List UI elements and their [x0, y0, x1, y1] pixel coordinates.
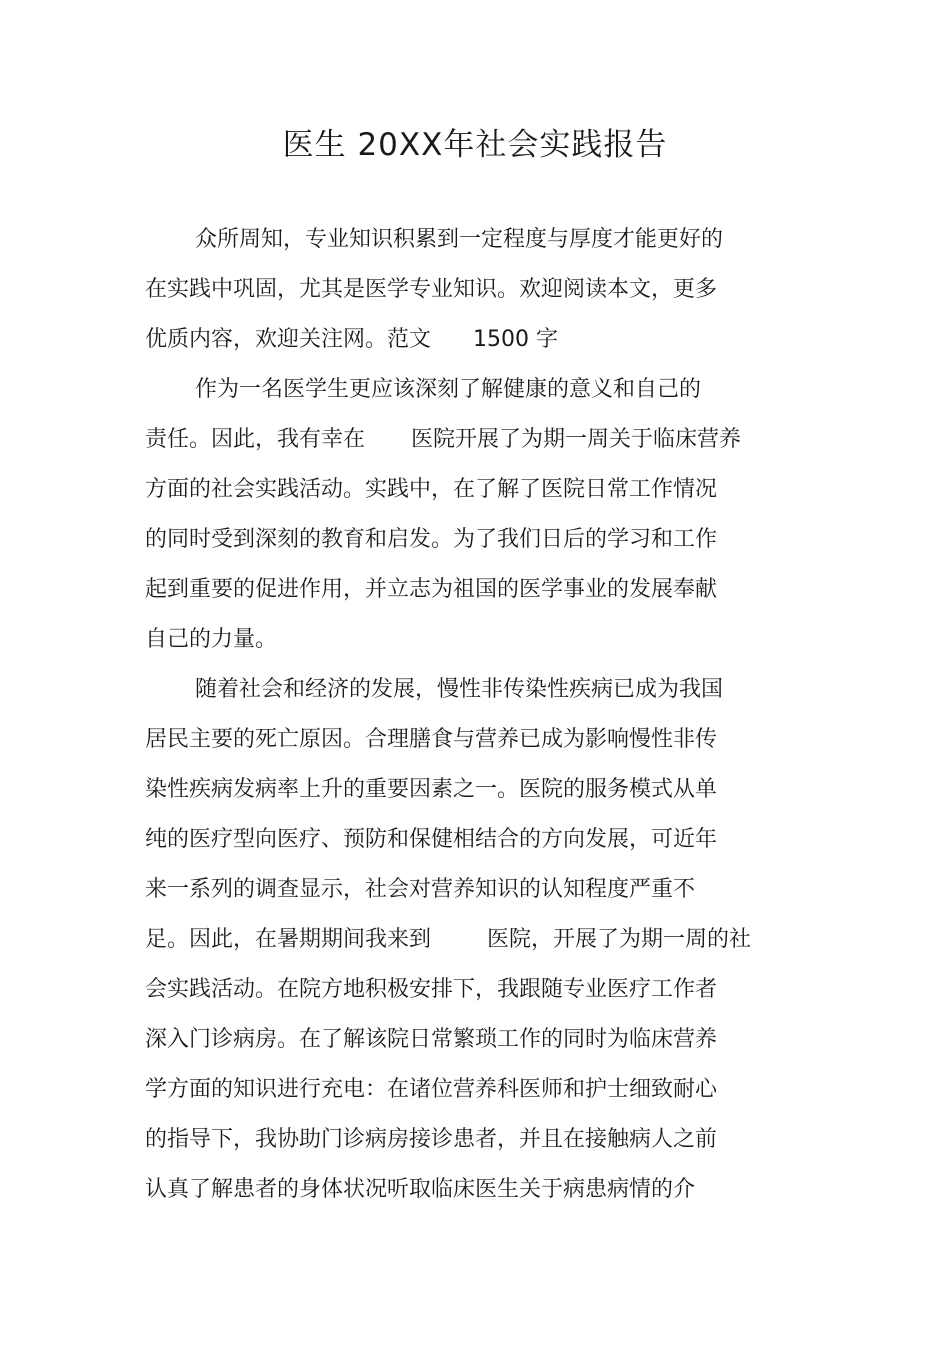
line-text: 来一系列的调查显示，社会对营养知识的认知程度严重不 [145, 877, 696, 902]
paragraph-line [195, 673, 723, 707]
paragraph-line [145, 923, 751, 957]
line-text: 的指导下，我协助门诊病房接诊患者，并且在接触病人之前 [145, 1127, 718, 1152]
line-text: 居民主要的死亡原因。合理膳食与营养已成为影响慢性非传 [145, 727, 718, 752]
line-text: 随着社会和经济的发展，慢性非传染性疾病已成为我国 [195, 677, 724, 702]
word-count: 1500 字 [473, 327, 558, 352]
line-text: 的同时受到深刻的教育和启发。为了我们日后的学习和工作 [145, 527, 718, 552]
paragraph-line [145, 1173, 695, 1207]
paragraph-line [145, 473, 717, 507]
line-text: 认真了解患者的身体状况听取临床医生关于病患病情的介 [145, 1177, 696, 1202]
paragraph-line [145, 873, 695, 907]
paragraph-line [145, 523, 717, 557]
line-text: 方面的社会实践活动。实践中，在了解了医院日常工作情况 [145, 477, 718, 502]
paragraph-line [145, 423, 741, 457]
paragraph-line [145, 823, 717, 857]
paragraph-line [145, 973, 717, 1007]
paragraph-line [145, 623, 277, 657]
paragraph-line [195, 223, 723, 257]
paragraph-line [145, 273, 717, 307]
paragraph-line [145, 1023, 717, 1057]
paragraph-line [145, 323, 558, 357]
line-text: 足。因此，在暑期期间我来到 [145, 927, 432, 952]
line-text: 染性疾病发病率上升的重要因素之一。医院的服务模式从单 [145, 777, 718, 802]
paragraph-line [145, 573, 717, 607]
line-text: 众所周知，专业知识积累到一定程度与厚度才能更好的 [195, 227, 724, 252]
paragraph-line [195, 373, 701, 407]
line-text: 学方面的知识进行充电：在诸位营养科医师和护士细致耐心 [145, 1077, 718, 1102]
line-text: 作为一名医学生更应该深刻了解健康的意义和自己的 [195, 377, 702, 402]
line-text: 自己的力量。 [145, 627, 278, 652]
line-text: 会实践活动。在院方地积极安排下，我跟随专业医疗工作者 [145, 977, 718, 1002]
line-text: 医院，开展了为期一周的社 [487, 927, 752, 952]
paragraph-line [145, 1123, 717, 1157]
line-text: 深入门诊病房。在了解该院日常繁琐工作的同时为临床营养 [145, 1027, 718, 1052]
line-text: 优质内容，欢迎关注网。范文 [145, 327, 432, 352]
line-text: 责任。因此，我有幸在 [145, 427, 366, 452]
line-text: 起到重要的促进作用，并立志为祖国的医学事业的发展奉献 [145, 577, 718, 602]
paragraph-line [145, 723, 717, 757]
paragraph-line [145, 773, 717, 807]
line-text: 在实践中巩固，尤其是医学专业知识。欢迎阅读本文，更多 [145, 277, 718, 302]
document-title: 医生 20XX年社会实践报告 [282, 127, 668, 163]
line-text: 纯的医疗型向医疗、预防和保健相结合的方向发展，可近年 [145, 827, 718, 852]
line-text: 医院开展了为期一周关于临床营养 [411, 427, 742, 452]
paragraph-line [145, 1073, 717, 1107]
